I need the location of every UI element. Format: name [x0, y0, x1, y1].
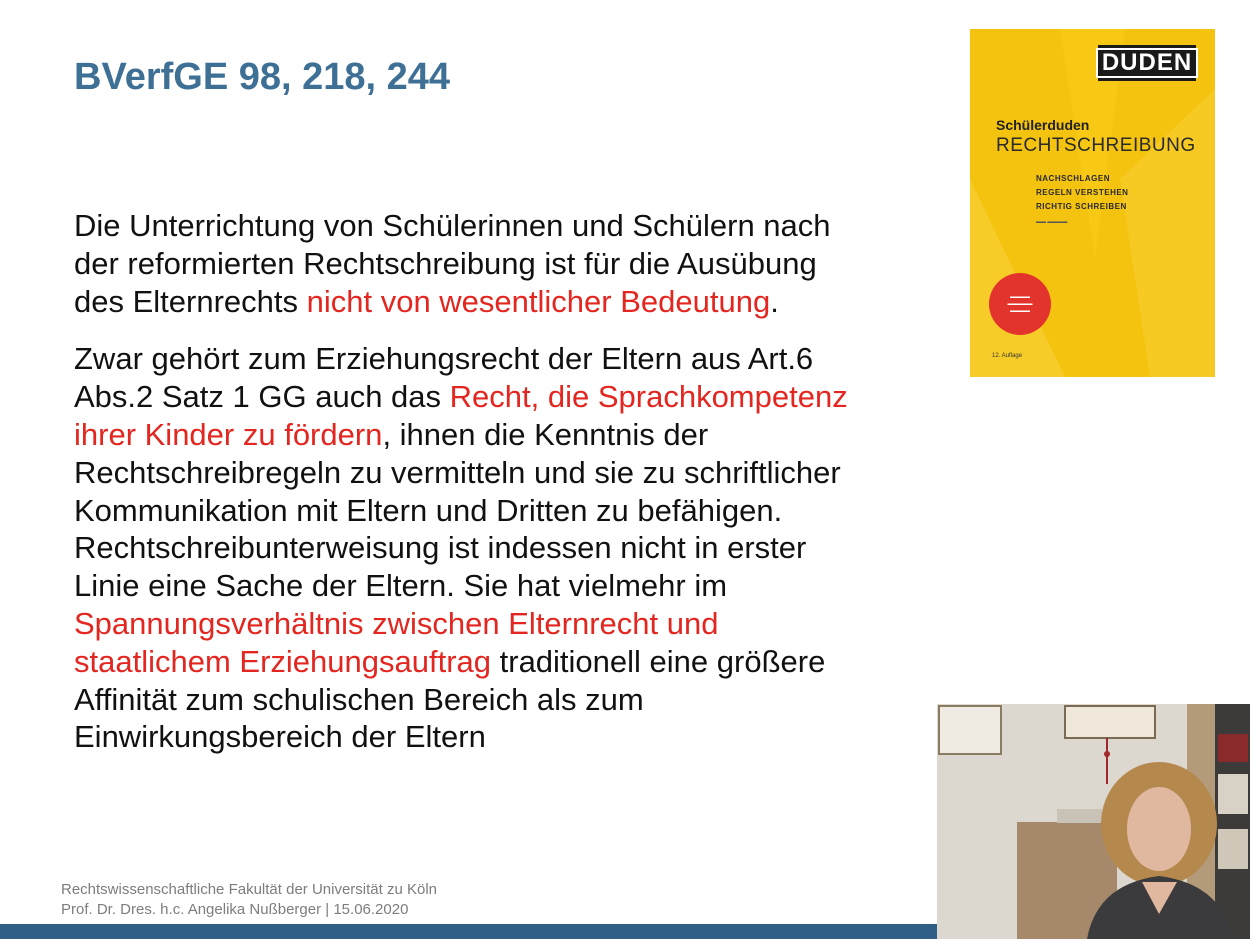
text-line [74, 416, 954, 454]
text-line: Affinität zum schulischen Bereich als zum [74, 681, 644, 717]
text-line [74, 378, 954, 416]
text-line: der reformierten Rechtschreibung ist für die Ausübung [74, 245, 817, 281]
highlighted-text: ihrer Kinder zu fördern [74, 416, 383, 452]
text-segment: des Elternrechts [74, 283, 307, 319]
text-line: Linie eine Sache der Eltern. Sie hat vielmehr im [74, 568, 728, 604]
book-badge: ▬▬▬▬ ▬▬▬▬▬ ▬▬▬▬ [989, 273, 1051, 335]
book-small-print: ▬▬ ▬▬▬▬ [1036, 219, 1068, 225]
paragraph-1 [74, 207, 954, 320]
book-cover-image [970, 29, 1215, 377]
book-taglines [1036, 172, 1128, 214]
text-line: Die Unterrichtung von Schülerinnen und Schülern nach [74, 208, 831, 243]
book-title: RECHTSCHREIBUNG [996, 135, 1196, 156]
highlighted-text: Spannungsverhältnis zwischen Elternrecht und [74, 605, 719, 641]
book-tagline: REGELN VERSTEHEN [1036, 188, 1129, 197]
highlighted-text: Recht, die Sprachkompetenz [449, 379, 848, 415]
text-line: Einwirkungsbereich der Eltern [74, 719, 486, 755]
footer-faculty: Rechtswissenschaftliche Fakultät der Universität zu Köln [61, 881, 437, 898]
text-segment: . [770, 283, 779, 319]
book-edition: 12. Auflage [992, 353, 1023, 359]
book-series: Schülerduden [996, 117, 1090, 133]
paragraph-2 [74, 340, 954, 756]
text-segment: Abs.2 Satz 1 GG auch das [74, 379, 450, 415]
text-line: Rechtschreibunterweisung ist indessen nicht in erster [74, 530, 807, 566]
book-tagline: RICHTIG SCHREIBEN [1036, 202, 1127, 211]
slide-footer [61, 880, 437, 920]
highlighted-text: staatlichem Erziehungsauftrag [74, 643, 492, 679]
text-line: Zwar gehört zum Erziehungsrecht der Eltern aus Art.6 [74, 341, 814, 377]
webcam-video [937, 704, 1250, 939]
text-segment: traditionell eine größere [491, 643, 826, 679]
slide-body [74, 207, 954, 756]
highlighted-text: nicht von wesentlicher Bedeutung [306, 283, 771, 319]
text-line [74, 283, 954, 321]
text-line [74, 643, 954, 681]
footer-presenter: Prof. Dr. Dres. h.c. Angelika Nußberger | 15.06.2020 [61, 901, 409, 918]
text-line: Rechtschreibregeln zu vermitteln und sie zu schriftlicher [74, 454, 841, 490]
text-segment: , ihnen die Kenntnis der [382, 416, 709, 452]
book-tagline: NACHSCHLAGEN [1036, 174, 1110, 183]
slide-title: BVerfGE 98, 218, 244 [74, 56, 451, 98]
webcam-scene [937, 704, 1250, 939]
text-line: Kommunikation mit Eltern und Dritten zu befähigen. [74, 492, 783, 528]
duden-logo: DUDEN [1098, 45, 1196, 81]
